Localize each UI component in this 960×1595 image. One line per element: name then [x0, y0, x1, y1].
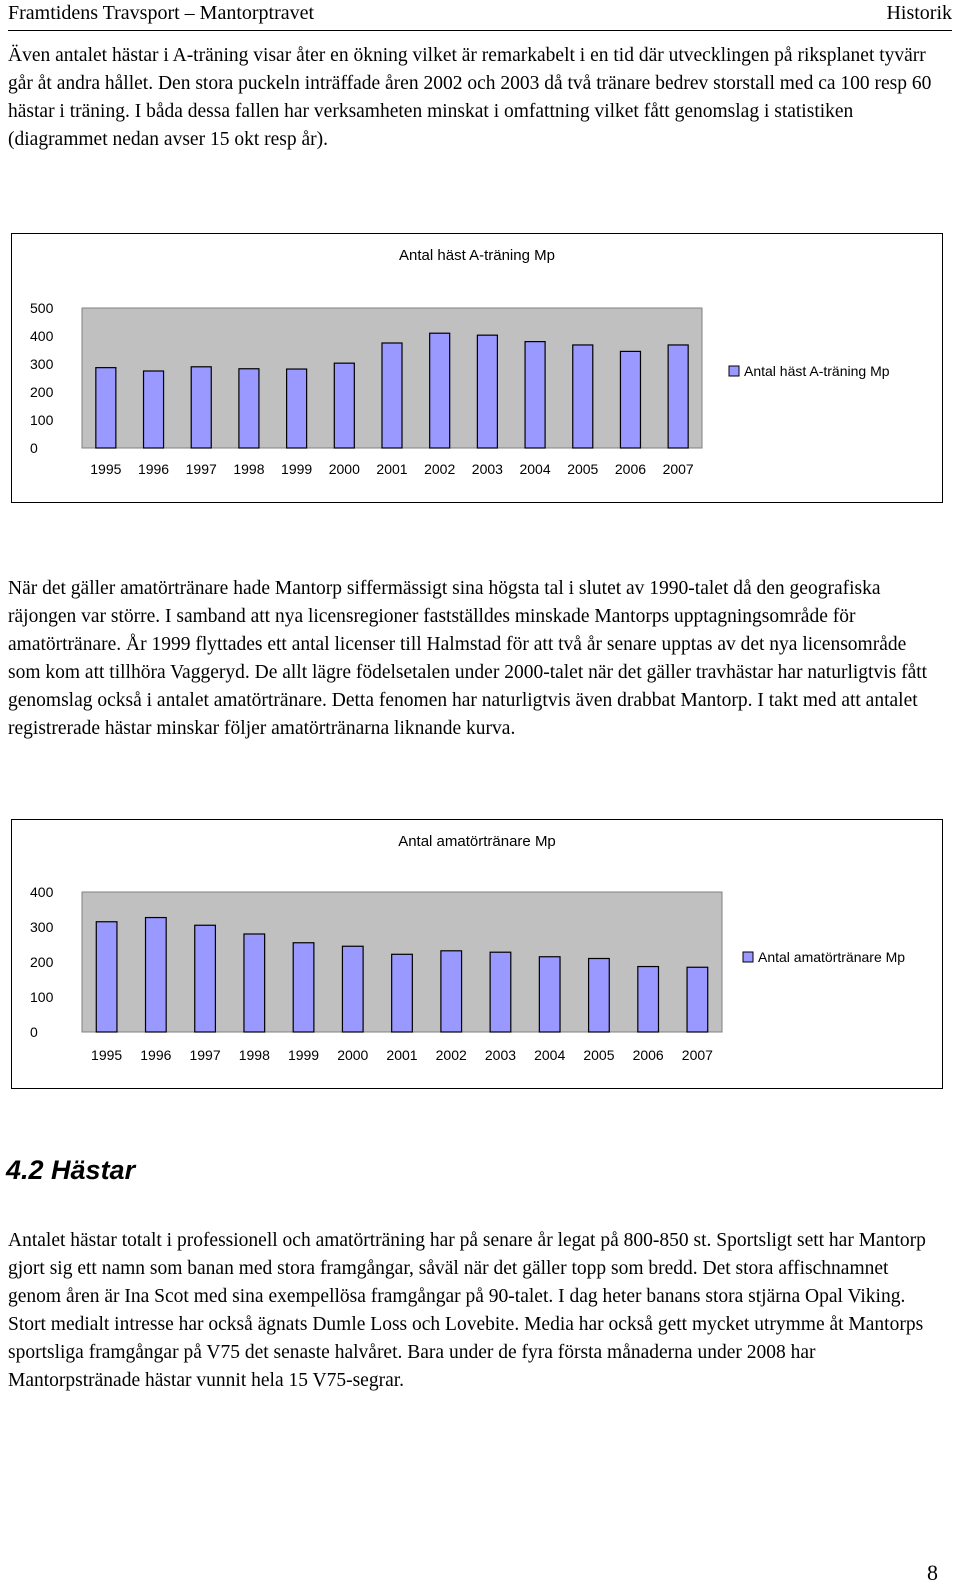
y-tick-label: 200: [30, 384, 54, 400]
x-tick-label: 1998: [238, 1047, 270, 1063]
bar-2001: [392, 954, 413, 1032]
bar-1998: [244, 934, 265, 1032]
chart-a-training-svg: [12, 234, 942, 502]
bar-1995: [96, 922, 117, 1032]
y-tick-label: 0: [30, 440, 38, 456]
chart-amateur-trainers: [11, 819, 943, 1089]
bar-1997: [195, 925, 216, 1032]
x-tick-label: 1996: [137, 461, 170, 477]
x-tick-label: 1997: [185, 461, 217, 477]
paragraph-amateur-trainers: När det gäller amatörtränare hade Mantorp siffermässigt sina högsta tal i slutet av 1990-talet då den geografiska räjongen var större. I samband att nya licensregioner fastställdes minskade Mantorps upptagningsområde för amatörtränare. År 1999 flyttades ett antal licenser till Halmstad för att två år senare upptas av det nya licensområde som kom att tillhöra Vaggeryd. De allt lägre födelsetalen under 2000-talet när det gäller travhästar har naturligtvis fått genomslag också i antalet amatörtränare. Detta fenomen har naturligtvis även drabbat Mantorp. I takt med att antalet registrerade hästar minskar följer amatörtränarna liknande kurva.: [8, 578, 928, 739]
x-tick-label: 2002: [435, 1047, 467, 1063]
bar-2007: [687, 967, 708, 1032]
bar-1995: [96, 368, 116, 448]
x-tick-label: 2002: [424, 461, 456, 477]
x-tick-label: 2005: [583, 1047, 615, 1063]
header-section: Historik: [886, 2, 952, 24]
y-tick-label: 200: [30, 954, 54, 970]
x-tick-label: 1995: [90, 461, 122, 477]
x-tick-label: 2000: [328, 461, 360, 477]
x-tick-label: 2001: [386, 1047, 418, 1063]
legend-swatch: [729, 366, 739, 376]
bar-2006: [638, 967, 659, 1032]
bar-2001: [382, 343, 402, 448]
x-tick-label: 2007: [662, 461, 694, 477]
x-tick-label: 1997: [189, 1047, 221, 1063]
x-tick-label: 2003: [484, 1047, 517, 1063]
paragraph-a-training: Även antalet hästar i A-träning visar åter en ökning vilket är remarkabelt i en tid där utvecklingen på riksplanet tyvärr går åt andra hållet. Den stora puckeln inträffade åren 2002 och 2003 då två tränare bedrev storstall med ca 100 resp 60 hästar i träning. I båda dessa fallen har verksamheten minskat i omfattning vilket fått genomslag i statistiken (diagrammet nedan avser 15 okt resp år).: [8, 45, 932, 150]
y-tick-label: 300: [30, 919, 54, 935]
bar-2000: [334, 363, 354, 448]
section-heading: 4.2 Hästar: [6, 1155, 136, 1185]
page-header: [8, 0, 952, 31]
bar-2002: [430, 333, 450, 448]
x-tick-label: 2004: [519, 461, 551, 477]
bar-2006: [620, 351, 640, 448]
x-tick-label: 1996: [140, 1047, 172, 1063]
bar-1997: [191, 367, 211, 448]
y-tick-label: 400: [30, 884, 54, 900]
bar-1999: [293, 943, 314, 1032]
bar-2002: [441, 951, 462, 1032]
bar-2000: [342, 946, 363, 1032]
chart-title: Antal amatörtränare Mp: [398, 833, 556, 850]
x-tick-label: 2005: [567, 461, 599, 477]
x-tick-label: 1998: [233, 461, 265, 477]
paragraph-horses: Antalet hästar totalt i professionell och amatörträning har på senare år legat på 800-850 st. Sportsligt sett har Mantorp gjort sig ett namn som banan med stora framgångar, såväl när det gäller topp som bredd. Det stora affischnamnet genom åren är Ina Scot med sina exempellösa framgångar på 90-talet. I dag heter banans stora stjärna Opal Viking. Stort medialt intresse har också ägnats Dumle Loss och Lovebite. Media har också gett mycket utrymme åt Mantorps sportsliga framgångar på V75 det senaste halvåret. Bara under de fyra första månaderna under 2008 har Mantorpstränade hästar vunnit hela 15 V75-segrar.: [8, 1230, 926, 1391]
bar-2005: [573, 345, 593, 448]
x-tick-label: 1995: [91, 1047, 123, 1063]
header-title: Framtidens Travsport – Mantorptravet: [8, 2, 315, 24]
bar-2004: [525, 342, 545, 448]
x-tick-label: 2007: [681, 1047, 713, 1063]
legend-label: Antal amatörtränare Mp: [758, 949, 906, 965]
page-number: 8: [927, 1560, 938, 1585]
x-tick-label: 1999: [287, 1047, 320, 1063]
x-tick-label: 2006: [632, 1047, 664, 1063]
y-tick-label: 400: [30, 328, 54, 344]
bar-2004: [539, 957, 560, 1032]
legend-swatch: [743, 952, 753, 962]
legend-label: Antal häst A-träning Mp: [744, 363, 890, 379]
bar-1998: [239, 369, 259, 448]
y-tick-label: 500: [30, 300, 54, 316]
bar-2003: [477, 335, 497, 448]
x-tick-label: 2006: [614, 461, 647, 477]
y-tick-label: 100: [30, 412, 54, 428]
y-tick-label: 300: [30, 356, 54, 372]
bar-2007: [668, 345, 688, 448]
bar-1999: [287, 369, 307, 448]
x-tick-label: 2003: [471, 461, 503, 477]
x-tick-label: 2000: [337, 1047, 369, 1063]
x-tick-label: 2001: [376, 461, 408, 477]
bar-1996: [144, 371, 164, 448]
chart-amateur-trainers-svg: [12, 820, 942, 1088]
bar-2003: [490, 952, 511, 1032]
bar-1996: [146, 918, 167, 1032]
chart-title: Antal häst A-träning Mp: [399, 247, 555, 264]
x-tick-label: 2004: [534, 1047, 566, 1063]
x-tick-label: 1999: [281, 461, 313, 477]
y-tick-label: 100: [30, 989, 54, 1005]
y-tick-label: 0: [30, 1024, 38, 1040]
chart-a-training: [11, 233, 943, 503]
bar-2005: [589, 959, 610, 1033]
